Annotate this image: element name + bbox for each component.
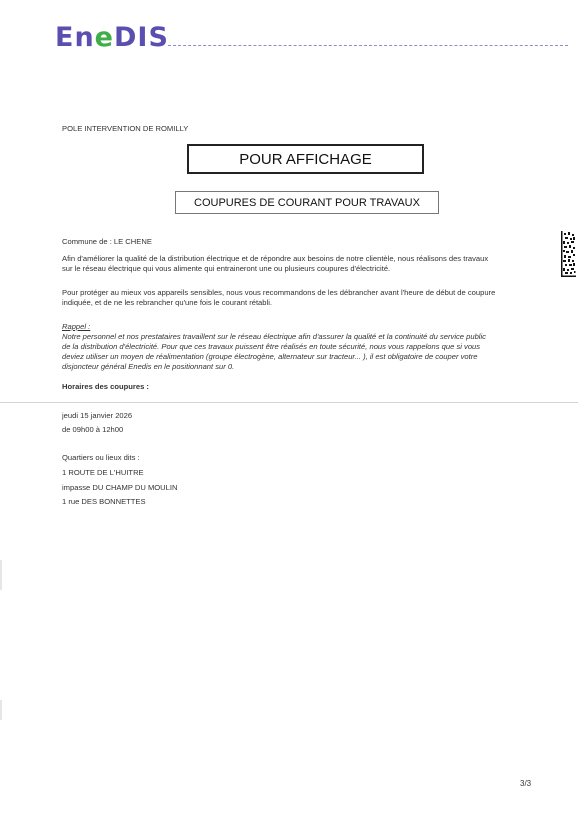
quartiers-title: Quartiers ou lieux dits : [62,453,140,462]
rappel-line: de la distribution d'électricité. Pour que ces travaux puissent être réalisés en toute sécurité, nous vous rappelons que si vous [62,341,481,351]
coupures-title: COUPURES DE COURANT POUR TRAVAUX [194,196,420,209]
rappel-paragraph [62,332,486,371]
enedis-logo: EneDIS [55,22,169,53]
intro-paragraph [62,254,488,274]
coupure-date: jeudi 15 janvier 2026 [62,411,133,420]
coupures-title-box [175,191,439,214]
coupure-heures: de 09h00 à 12h00 [62,425,124,434]
commune-label: Commune de : LE CHENE [62,237,152,246]
rappel-line: deviez utiliser un moyen de réalimentation (groupe électrogène, alternateur sur tracteur... ), il est obligatoire de couper votre [62,351,478,361]
protection-line: Pour protéger au mieux vos appareils sensibles, nous vous recommandons de les débrancher avant l'heure de début de coupure [62,288,496,297]
intro-line: Afin d'améliorer la qualité de la distribution électrique et de répondre aux besoins de notre clientèle, nous réalisons des travaux [62,254,489,263]
protection-paragraph [62,288,495,308]
header-divider [168,45,568,46]
page-number: 3/3 [520,779,532,788]
affichage-title: POUR AFFICHAGE [239,150,372,168]
pole-label: POLE INTERVENTION DE ROMILLY [62,124,189,133]
lieu-item: 1 rue DES BONNETTES [62,497,146,506]
lieu-item: impasse DU CHAMP DU MOULIN [62,483,178,492]
rappel-line: disjoncteur général Enedis en le positionnant sur 0. [62,361,235,371]
datamatrix-code [561,231,576,277]
rappel-title: Rappel : [62,322,91,331]
scan-edge-mark [0,700,2,720]
protection-line: indiquée, et de ne les rebrancher qu'une fois le courant rétabli. [62,297,272,307]
rappel-line: Notre personnel et nos prestataires travaillent sur le réseau électrique afin d'assurer la qualité et la continuité du service public [62,332,486,341]
lieu-item: 1 ROUTE DE L'HUITRE [62,468,144,477]
scan-edge-mark [0,560,2,590]
intro-line: sur le réseau électrique qui vous alimente qui entraineront une ou plusieurs coupures d'électricité. [62,263,391,273]
page-fold-line [0,402,578,403]
affichage-title-box [187,144,424,174]
horaires-title: Horaires des coupures : [62,382,149,391]
